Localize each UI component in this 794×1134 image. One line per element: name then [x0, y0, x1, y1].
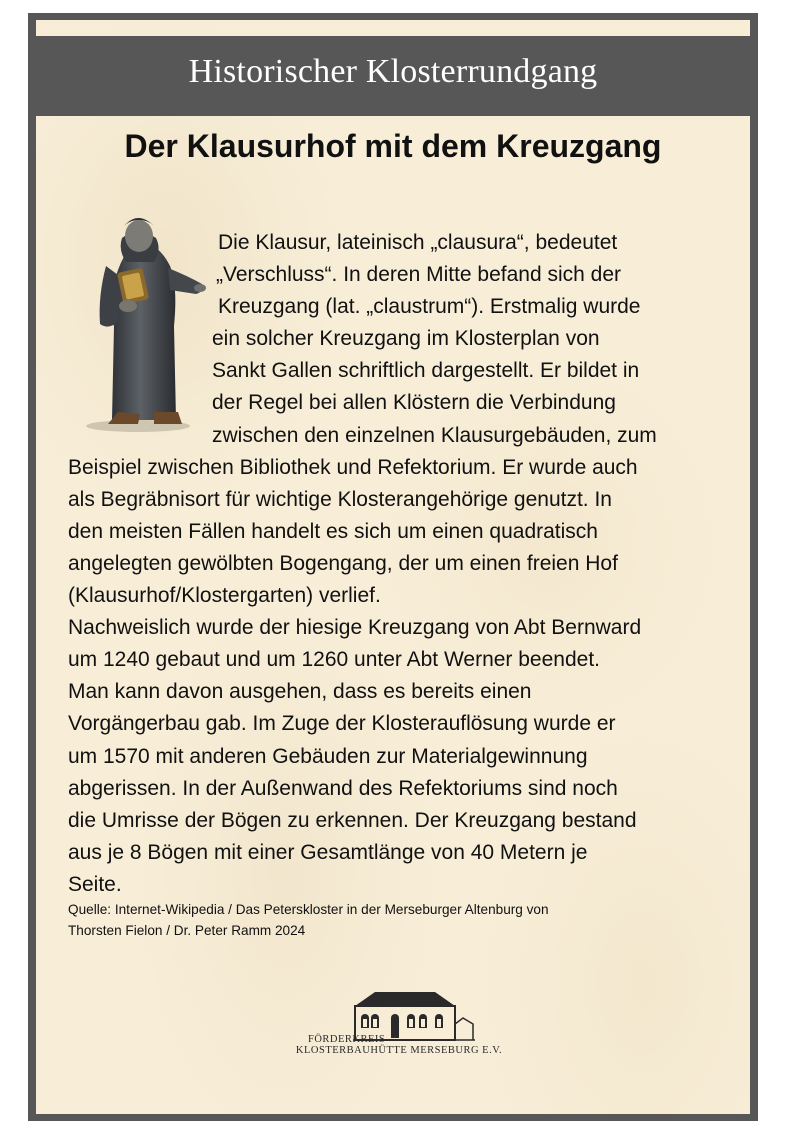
body-line: aus je 8 Bögen mit einer Gesamtlänge von 40 Metern je: [68, 840, 588, 864]
body-line: Beispiel zwischen Bibliothek und Refektorium. Er wurde auch: [68, 455, 638, 479]
source-citation: [68, 899, 728, 941]
body-line: (Klausurhof/Klostergarten) verlief.: [68, 584, 381, 608]
body-line: angelegten gewölbten Bogengang, der um einen freien Hof: [68, 551, 618, 575]
body-line: Man kann davon ausgehen, dass es bereits einen: [68, 680, 532, 704]
logo-text-line1: FÖRDERKREIS: [308, 1034, 386, 1045]
body-line: abgerissen. In der Außenwand des Refektoriums sind noch: [68, 776, 618, 800]
body-line: Sankt Gallen schriftlich dargestellt. Er bildet in: [212, 359, 640, 383]
body-line: den meisten Fällen handelt es sich um einen quadratisch: [68, 519, 598, 543]
body-line: ein solcher Kreuzgang im Klosterplan von: [212, 327, 600, 351]
body-line: Kreuzgang (lat. „claustrum“). Erstmalig wurde: [218, 295, 641, 319]
body-line: Seite.: [68, 872, 122, 896]
body-line: die Umrisse der Bögen zu erkennen. Der Kreuzgang bestand: [68, 808, 637, 832]
body-line: Nachweislich wurde der hiesige Kreuzgang von Abt Bernward: [68, 616, 642, 640]
body-line: Die Klausur, lateinisch „clausura“, bedeutet: [218, 231, 618, 254]
header-title: Historischer Klosterrundgang: [188, 53, 598, 90]
page-title: Der Klausurhof mit dem Kreuzgang: [124, 128, 662, 164]
body-line: „Verschluss“. In deren Mitte befand sich der: [216, 263, 622, 287]
source-line: Thorsten Fielon / Dr. Peter Ramm 2024: [68, 923, 306, 938]
logo: [294, 988, 504, 1063]
body-line: um 1570 mit anderen Gebäuden zur Materialgewinnung: [68, 744, 588, 768]
body-line: als Begräbnisort für wichtige Klosterangehörige genutzt. In: [68, 487, 612, 511]
body-text: [68, 227, 740, 901]
body-line: um 1240 gebaut und um 1260 unter Abt Werner beendet.: [68, 648, 600, 672]
source-line: Quelle: Internet-Wikipedia / Das Peterskloster in der Merseburger Altenburg von: [68, 902, 549, 917]
body-line: Vorgängerbau gab. Im Zuge der Klosterauflösung wurde er: [68, 712, 616, 736]
body-line: zwischen den einzelnen Klausurgebäuden, zum: [212, 423, 657, 447]
body-line: der Regel bei allen Klöstern die Verbindung: [212, 391, 616, 415]
logo-text-line2: KLOSTERBAUHÜTTE MERSEBURG E.V.: [295, 1045, 503, 1056]
